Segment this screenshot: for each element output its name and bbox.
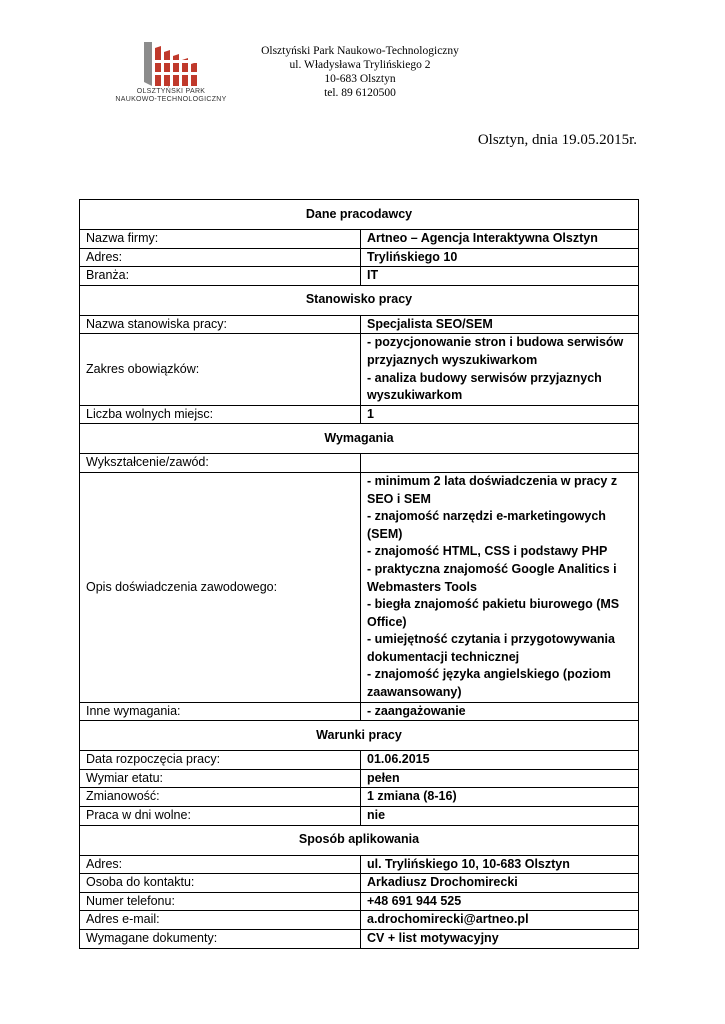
field-value xyxy=(361,248,639,267)
field-value xyxy=(361,911,639,930)
field-value xyxy=(361,788,639,807)
field-label: Wymagane dokumenty: xyxy=(80,930,361,949)
table-row xyxy=(80,788,639,807)
field-value-line: 1 zmiana (8-16) xyxy=(367,789,457,804)
field-value xyxy=(361,454,639,473)
field-value-line: nie xyxy=(367,808,386,823)
field-value xyxy=(361,702,639,721)
table-row xyxy=(80,702,639,721)
table-row xyxy=(80,230,639,249)
field-label: Adres: xyxy=(80,855,361,874)
field-value-line: Specjalista SEO/SEM xyxy=(367,316,493,331)
field-value-line: - znajomość narzędzi e-marketingowych (SEM) xyxy=(367,509,606,541)
job-offer-table xyxy=(79,199,639,949)
document-date: Olsztyn, dnia 19.05.2015r. xyxy=(477,132,637,148)
field-label: Liczba wolnych miejsc: xyxy=(80,405,361,424)
field-value xyxy=(361,267,639,286)
table-row xyxy=(80,454,639,473)
field-label: Zakres obowiązków: xyxy=(80,334,361,405)
park-logo xyxy=(112,40,230,104)
table-row xyxy=(80,930,639,949)
table-row xyxy=(80,472,639,702)
field-value-line: - znajomość HTML, CSS i podstawy PHP xyxy=(367,544,608,559)
org-street: ul. Władysława Trylińskiego 2 xyxy=(289,59,431,71)
field-label: Adres: xyxy=(80,248,361,267)
section-title: Stanowisko pracy xyxy=(80,285,639,315)
field-value-line: - praktyczna znajomość Google Analitics i Webmasters Tools xyxy=(367,561,617,594)
field-value-line: ul. Trylińskiego 10, 10-683 Olsztyn xyxy=(367,856,570,871)
field-value-line xyxy=(367,454,632,472)
logo-graphic xyxy=(142,42,200,88)
field-value-line: 01.06.2015 xyxy=(367,752,430,767)
field-label: Wymiar etatu: xyxy=(80,769,361,788)
field-label: Nazwa stanowiska pracy: xyxy=(80,315,361,334)
field-label: Adres e-mail: xyxy=(80,911,361,930)
table-row xyxy=(80,807,639,826)
table-row xyxy=(80,248,639,267)
org-phone: tel. 89 6120500 xyxy=(324,87,396,99)
field-value xyxy=(361,874,639,893)
field-value-line: IT xyxy=(367,268,379,283)
field-value xyxy=(361,315,639,334)
field-value-line: - analiza budowy serwisów przyjaznych wyszukiwarkom xyxy=(367,370,602,403)
field-value-line: +48 691 944 525 xyxy=(367,893,462,908)
field-value xyxy=(361,855,639,874)
logo-text-line2: NAUKOWO-TECHNOLOGICZNY xyxy=(115,96,227,103)
table-row xyxy=(80,874,639,893)
org-city: 10-683 Olsztyn xyxy=(324,73,396,85)
section-title: Warunki pracy xyxy=(80,721,639,751)
field-value-line: - biegła znajomość pakietu biurowego (MS Office) xyxy=(367,597,620,629)
field-value-line: a.drochomirecki@artneo.pl xyxy=(367,912,529,927)
field-value-line: - minimum 2 lata doświadczenia w pracy z SEO i SEM xyxy=(367,473,618,506)
table-row xyxy=(80,334,639,405)
field-label: Wykształcenie/zawód: xyxy=(80,454,361,473)
section-title: Sposób aplikowania xyxy=(80,825,639,855)
field-value-line: - umiejętność czytania i przygotowywania dokumentacji technicznej xyxy=(367,632,615,664)
table-row xyxy=(80,911,639,930)
field-label: Zmianowość: xyxy=(80,788,361,807)
table-row xyxy=(80,892,639,911)
field-value-line: CV + list motywacyjny xyxy=(367,931,499,945)
field-value xyxy=(361,892,639,911)
table-row xyxy=(80,315,639,334)
field-value xyxy=(361,334,639,405)
field-label: Inne wymagania: xyxy=(80,702,361,721)
table-row xyxy=(80,405,639,424)
field-value-line: - pozycjonowanie stron i budowa serwisów przyjaznych wyszukiwarkom xyxy=(367,335,624,367)
table-row xyxy=(80,855,639,874)
field-value xyxy=(361,230,639,249)
section-title: Dane pracodawcy xyxy=(80,200,639,230)
logo-text-line1: OLSZTYŃSKI PARK xyxy=(136,88,206,95)
field-value-line: - zaangażowanie xyxy=(367,703,466,718)
field-value xyxy=(361,405,639,424)
field-label: Opis doświadczenia zawodowego: xyxy=(80,472,361,702)
section-title: Wymagania xyxy=(80,424,639,454)
field-value xyxy=(361,751,639,770)
section-header-position xyxy=(80,285,639,315)
section-header-employer xyxy=(80,200,639,230)
logo-text xyxy=(112,88,230,104)
field-value xyxy=(361,472,639,702)
field-value xyxy=(361,769,639,788)
table-row xyxy=(80,267,639,286)
field-value-line: - znajomość języka angielskiego (poziom zaawansowany) xyxy=(367,667,611,700)
field-label: Data rozpoczęcia pracy: xyxy=(80,751,361,770)
field-label: Praca w dni wolne: xyxy=(80,807,361,826)
field-value-line: Arkadiusz Drochomirecki xyxy=(367,875,518,890)
field-value-line: Trylińskiego 10 xyxy=(367,249,458,264)
field-value xyxy=(361,930,639,949)
field-label: Nazwa firmy: xyxy=(80,230,361,249)
field-value xyxy=(361,807,639,826)
field-value-line: pełen xyxy=(367,770,400,785)
field-label: Osoba do kontaktu: xyxy=(80,874,361,893)
organization-address xyxy=(250,44,470,100)
section-header-requirements xyxy=(80,424,639,454)
section-header-apply xyxy=(80,825,639,855)
section-header-conditions xyxy=(80,721,639,751)
field-value-line: Artneo – Agencja Interaktywna Olsztyn xyxy=(367,231,598,245)
org-name: Olsztyński Park Naukowo-Technologiczny xyxy=(261,45,459,57)
field-label: Branża: xyxy=(80,267,361,286)
field-value-line: 1 xyxy=(367,406,374,421)
table-row xyxy=(80,769,639,788)
table-row xyxy=(80,751,639,770)
field-label: Numer telefonu: xyxy=(80,892,361,911)
